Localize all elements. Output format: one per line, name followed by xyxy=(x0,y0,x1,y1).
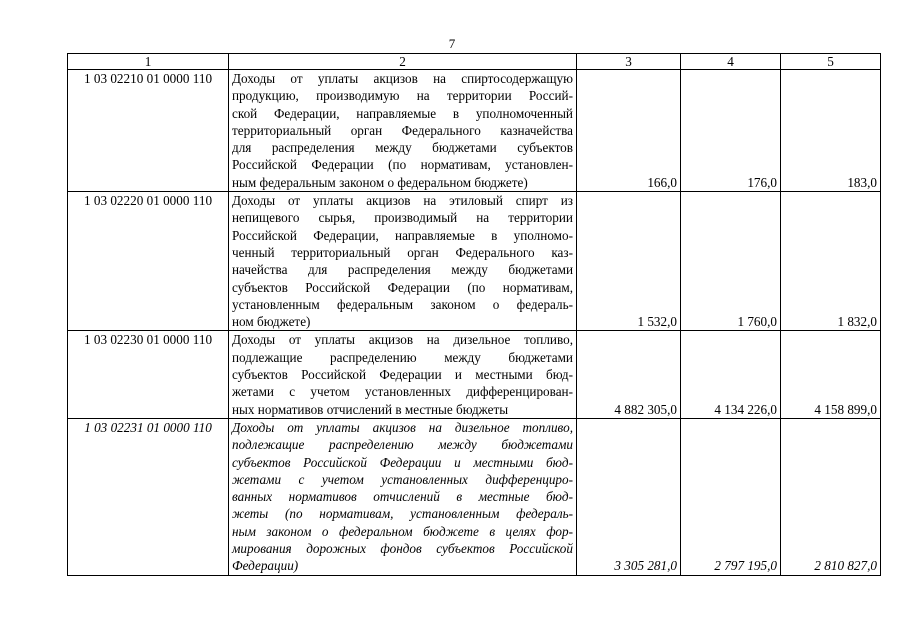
name-text-line: для распределения между бюджетами субъектов xyxy=(232,140,573,156)
name-text-line: субъектов Российской Федерации и местными бюд- xyxy=(232,367,573,383)
name-text-line: подлежащие распределению между бюджетами xyxy=(232,349,573,365)
name-text-line: жеты (по нормативам, установленным федераль- xyxy=(232,506,573,522)
value-col5-cell: 2 810 827,0 xyxy=(781,418,881,575)
name-text-line: субъектов Российской Федерации и местными бюд- xyxy=(232,454,573,470)
table-row xyxy=(68,418,881,575)
name-text-line: мирования дорожных фондов субъектов Российской xyxy=(232,541,573,557)
table-row xyxy=(68,70,881,192)
table-row xyxy=(68,192,881,331)
revenue-name-cell xyxy=(229,418,577,575)
value-col3-cell: 166,0 xyxy=(577,70,681,192)
budget-table xyxy=(67,53,881,576)
budget-code-cell: 1 03 02230 01 0000 110 xyxy=(68,331,229,418)
header-row xyxy=(68,54,881,70)
name-text-line: ных нормативов отчислений в местные бюджеты xyxy=(232,401,509,417)
budget-code-cell: 1 03 02231 01 0000 110 xyxy=(68,418,229,575)
name-text-line: Доходы от уплаты акцизов на этиловый спирт из xyxy=(232,193,573,209)
name-text-line: Доходы от уплаты акцизов на дизельное топливо, xyxy=(232,419,573,435)
name-text-line: ном бюджете) xyxy=(232,314,311,330)
revenue-name-cell xyxy=(229,192,577,331)
name-text-line: ным законом о федеральном бюджете в целях фор- xyxy=(232,523,573,539)
value-col4-cell: 1 760,0 xyxy=(681,192,781,331)
value-col4-cell: 2 797 195,0 xyxy=(681,418,781,575)
name-text-line: начейства для распределения между бюджетами xyxy=(232,262,573,278)
value-col3-cell: 4 882 305,0 xyxy=(577,331,681,418)
column-header-3: 3 xyxy=(577,54,681,70)
name-text-line: ным федеральным законом о федеральном бюджете) xyxy=(232,174,528,190)
column-header-5: 5 xyxy=(781,54,881,70)
name-text-line: продукцию, производимую на территории Россий- xyxy=(232,88,573,104)
revenue-name-cell xyxy=(229,70,577,192)
table-body xyxy=(68,70,881,576)
column-header-2: 2 xyxy=(229,54,577,70)
value-col5-cell: 1 832,0 xyxy=(781,192,881,331)
name-text-line: жетами с учетом установленных дифференцирован- xyxy=(232,384,573,400)
budget-code-cell: 1 03 02210 01 0000 110 xyxy=(68,70,229,192)
name-text-line: подлежащие распределению между бюджетами xyxy=(232,437,573,453)
column-header-1: 1 xyxy=(68,54,229,70)
name-text-line: ченный территориальный орган Федерального каз- xyxy=(232,244,573,260)
value-col4-cell: 4 134 226,0 xyxy=(681,331,781,418)
name-text-line: Доходы от уплаты акцизов на дизельное топливо, xyxy=(232,332,573,348)
value-col5-cell: 4 158 899,0 xyxy=(781,331,881,418)
name-text-line: жетами с учетом установленных дифференциро- xyxy=(232,471,573,487)
name-text-line: установленным федеральным законом о федераль- xyxy=(232,296,573,312)
name-text-line: Федерации) xyxy=(232,558,299,574)
name-text-line: Доходы от уплаты акцизов на спиртосодержащую xyxy=(232,71,573,86)
value-col4-cell: 176,0 xyxy=(681,70,781,192)
column-header-4: 4 xyxy=(681,54,781,70)
name-text-line: ванных нормативов отчислений в местные бюд- xyxy=(232,489,573,505)
page-number: 7 xyxy=(448,36,456,51)
revenue-name-cell xyxy=(229,331,577,418)
value-col3-cell: 3 305 281,0 xyxy=(577,418,681,575)
name-text-line: Российской Федерации (по нормативам, установлен- xyxy=(232,157,573,173)
budget-code-cell: 1 03 02220 01 0000 110 xyxy=(68,192,229,331)
value-col5-cell: 183,0 xyxy=(781,70,881,192)
name-text-line: Российской Федерации, направляемые в уполномо- xyxy=(232,227,573,243)
table-row xyxy=(68,331,881,418)
name-text-line: ской Федерации, направляемые в уполномоченный xyxy=(232,105,573,121)
value-col3-cell: 1 532,0 xyxy=(577,192,681,331)
name-text-line: субъектов Российской Федерации (по нормативам, xyxy=(232,279,573,295)
name-text-line: непищевого сырья, производимый на территории xyxy=(232,210,573,226)
name-text-line: территориальный орган Федерального казначейства xyxy=(232,122,573,138)
